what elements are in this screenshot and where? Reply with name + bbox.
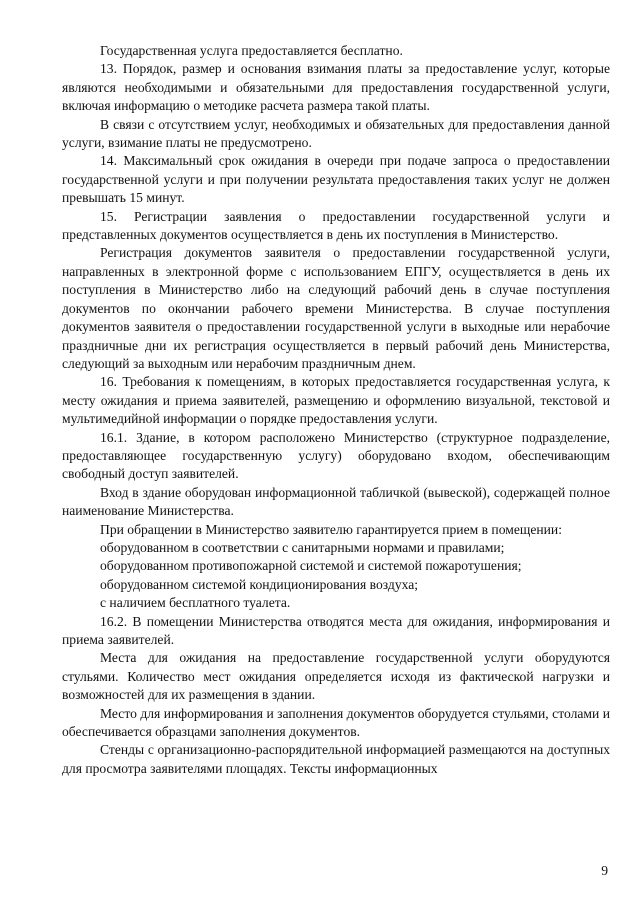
list-item: оборудованном в соответствии с санитарными нормами и правилами; (100, 539, 505, 555)
list-item: оборудованном системой кондиционирования воздуха; (100, 576, 419, 592)
paragraph-16: 16. Требования к помещениям, в которых предоставляется государственная услуга, к месту ожидания и приема заявителей, размещению и оформлению визуальной, текстовой и мультимедийной информации о порядке предоставления услуги. (62, 374, 610, 427)
paragraph-16-1: 16.1. Здание, в котором расположено Министерство (структурное подразделение, предоставляющее государственную услугу) оборудовано входом, обеспечивающим свободный доступ заявителей. (62, 429, 610, 482)
paragraph-13-fee: В связи с отсутствием услуг, необходимых и обязательных для предоставления данной услуги, взимание платы не предусмотрено. (62, 116, 610, 151)
paragraph-15: 15. Регистрации заявления о предоставлении государственной услуги и представленных документов осуществляется в день их поступления в Министерство. (62, 208, 610, 243)
paragraph-16-2-stands: Стенды с организационно-распорядительной информацией размещаются на доступных для просмотра заявителями площадях. Тексты информационных (62, 742, 610, 776)
document-body (62, 42, 610, 778)
paragraph-15-registration: Регистрация документов заявителя о предоставлении государственной услуги, направленных в электронной форме с использованием ЕПГУ, осуществляется в день их поступления в Министерство либо на следующий рабочий день в случае поступления документов по окончании рабочего времени Министерства. В случае поступления документов заявителя о предоставлении государственной услуги в выходные или нерабочие праздничные дни их регистрация осуществляется в первый рабочий день Министерства, следующий за выходным или нерабочим праздничным днем. (62, 245, 610, 371)
paragraph-13: 13. Порядок, размер и основания взимания платы за предоставление услуг, которые являются необходимыми и обязательными для предоставления государственной услуги, включая информацию о методике расчета размера такой платы. (62, 61, 610, 114)
list-item: с наличием бесплатного туалета. (100, 595, 291, 611)
paragraph-16-1-entrance: Вход в здание оборудован информационной табличкой (вывеской), содержащей полное наименование Министерства. (62, 484, 610, 519)
list-item: оборудованном противопожарной системой и системой пожаротушения; (100, 558, 522, 574)
page-number: 9 (601, 863, 608, 878)
paragraph-16-2-waiting: Места для ожидания на предоставление государственной услуги оборудуются стульями. Количество мест ожидания определяется исходя из фактической нагрузки и возможностей для их размещения в здании. (62, 650, 610, 703)
paragraph-14: 14. Максимальный срок ожидания в очереди при подаче запроса о предоставлении государственной услуги и при получении результата предоставления таких услуг не должен превышать 15 минут. (62, 153, 610, 206)
paragraph-16-2-info-place: Место для информирования и заполнения документов оборудуется стульями, столами и обеспечивается образцами заполнения документов. (62, 705, 610, 740)
paragraph-free-service: Государственная услуга предоставляется бесплатно. (100, 43, 403, 58)
paragraph-16-1-reception: При обращении в Министерство заявителю гарантируется прием в помещении: (100, 521, 562, 537)
paragraph-16-2: 16.2. В помещении Министерства отводятся места для ожидания, информирования и приема заявителей. (62, 613, 610, 647)
